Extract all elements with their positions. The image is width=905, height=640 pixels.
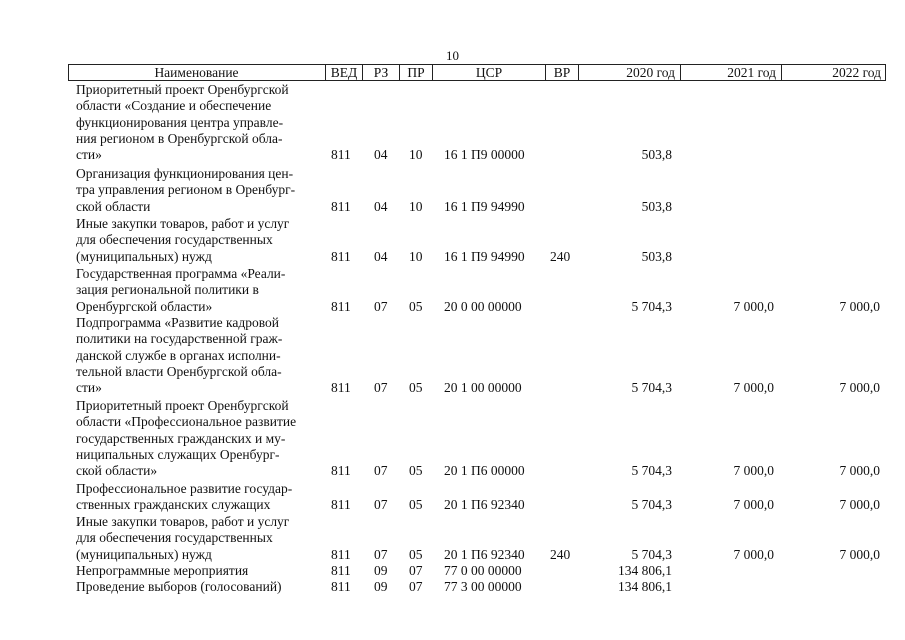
row-value-2020: 503,8 <box>641 248 672 264</box>
row-value-2020: 5 704,3 <box>631 463 672 479</box>
row-name-line: сти» <box>76 380 102 396</box>
table-row <box>0 579 905 595</box>
row-name <box>76 563 331 579</box>
table-row <box>0 315 905 397</box>
row-csr: 20 1 П6 92340 <box>444 546 525 562</box>
row-name <box>76 315 331 396</box>
row-name-line: области «Профессиональное развитие <box>76 414 297 430</box>
row-name-line: политики на государственной граж- <box>76 331 283 347</box>
row-name-line: Непрограммные мероприятия <box>76 563 249 578</box>
row-rz: 04 <box>374 248 388 264</box>
row-value-2020: 5 704,3 <box>631 298 672 314</box>
row-name-line: Государственная программа «Реали- <box>76 266 286 281</box>
row-value-2020: 5 704,3 <box>631 497 672 513</box>
row-value-2022: 7 000,0 <box>839 463 880 479</box>
row-name-line: ния регионом в Оренбургской обла- <box>76 130 283 146</box>
row-name-line: тельной власти Оренбургской обла- <box>76 363 282 379</box>
row-ved: 811 <box>331 497 351 513</box>
row-name <box>76 216 331 265</box>
row-pr: 05 <box>409 380 423 396</box>
row-name-line: Подпрограмма «Развитие кадровой <box>76 315 279 330</box>
row-csr: 20 1 П6 00000 <box>444 463 525 479</box>
header-ved: ВЕД <box>325 65 362 80</box>
row-pr: 07 <box>409 563 423 578</box>
row-name <box>76 481 331 514</box>
row-vr: 240 <box>550 546 571 562</box>
row-ved: 811 <box>331 380 351 396</box>
row-name-line: Проведение выборов (голосований) <box>76 579 282 594</box>
row-value-2020: 503,8 <box>641 198 672 214</box>
row-rz: 07 <box>374 463 388 479</box>
row-name-line: (муниципальных) нужд <box>76 546 212 562</box>
row-value-2021: 7 000,0 <box>733 497 774 513</box>
row-pr: 05 <box>409 497 423 513</box>
row-csr: 16 1 П9 00000 <box>444 147 525 163</box>
table-row <box>0 266 905 315</box>
row-name-line: ниципальных служащих Оренбург- <box>76 446 280 462</box>
row-rz: 07 <box>374 298 388 314</box>
row-name <box>76 166 331 215</box>
row-name-line: сти» <box>76 147 102 163</box>
table-row <box>0 514 905 563</box>
row-pr: 05 <box>409 298 423 314</box>
row-csr: 20 1 П6 92340 <box>444 497 525 513</box>
row-pr: 05 <box>409 546 423 562</box>
row-name-line: функционирования центра управле- <box>76 114 284 130</box>
row-csr: 16 1 П9 94990 <box>444 248 525 264</box>
row-ved: 811 <box>331 463 351 479</box>
row-rz: 07 <box>374 546 388 562</box>
row-csr: 77 0 00 00000 <box>444 563 522 578</box>
row-value-2020: 5 704,3 <box>631 380 672 396</box>
row-value-2021: 7 000,0 <box>733 380 774 396</box>
row-name <box>76 82 331 163</box>
header-csr: ЦСР <box>432 65 545 80</box>
row-rz: 04 <box>374 147 388 163</box>
row-value-2022: 7 000,0 <box>839 298 880 314</box>
row-pr: 10 <box>409 198 423 214</box>
table-header <box>68 64 886 81</box>
header-name: Наименование <box>154 65 239 80</box>
row-vr: 240 <box>550 248 571 264</box>
row-value-2022: 7 000,0 <box>839 380 880 396</box>
row-value-2021: 7 000,0 <box>733 298 774 314</box>
row-ved: 811 <box>331 546 351 562</box>
row-pr: 10 <box>409 248 423 264</box>
table-row <box>0 481 905 514</box>
row-name-line: для обеспечения государственных <box>76 232 273 248</box>
row-csr: 20 1 00 00000 <box>444 380 522 396</box>
row-name-line: Профессиональное развитие государ- <box>76 481 293 496</box>
row-csr: 77 3 00 00000 <box>444 579 522 594</box>
row-value-2020: 503,8 <box>641 147 672 163</box>
row-pr: 10 <box>409 147 423 163</box>
row-value-2021: 7 000,0 <box>733 463 774 479</box>
row-pr: 05 <box>409 463 423 479</box>
row-name <box>76 266 331 315</box>
row-name-line: (муниципальных) нужд <box>76 248 212 264</box>
row-name-line: Приоритетный проект Оренбургской <box>76 82 289 97</box>
row-name-line: тра управления регионом в Оренбург- <box>76 182 296 198</box>
table-row <box>0 398 905 480</box>
row-name-line: Иные закупки товаров, работ и услуг <box>76 216 290 231</box>
row-csr: 20 0 00 00000 <box>444 298 522 314</box>
row-name-line: Иные закупки товаров, работ и услуг <box>76 514 290 529</box>
row-name <box>76 514 331 563</box>
table-row <box>0 82 905 164</box>
row-name-line: государственных гражданских и му- <box>76 430 286 446</box>
row-name <box>76 398 331 479</box>
row-rz: 09 <box>374 563 388 578</box>
row-ved: 811 <box>331 248 351 264</box>
header-2021: 2021 год <box>680 65 780 80</box>
table-row <box>0 216 905 265</box>
row-name-line: Организация функционирования цен- <box>76 166 294 181</box>
row-name <box>76 579 331 595</box>
header-2020: 2020 год <box>578 65 679 80</box>
page-number: 10 <box>446 48 459 63</box>
row-rz: 04 <box>374 198 388 214</box>
row-value-2022: 7 000,0 <box>839 546 880 562</box>
row-value-2021: 7 000,0 <box>733 546 774 562</box>
row-csr: 16 1 П9 94990 <box>444 198 525 214</box>
row-name-line: для обеспечения государственных <box>76 530 273 546</box>
row-ved: 811 <box>331 563 351 578</box>
row-name-line: данской службе в органах исполни- <box>76 347 281 363</box>
row-name-line: Приоритетный проект Оренбургской <box>76 398 289 413</box>
row-ved: 811 <box>331 298 351 314</box>
row-rz: 07 <box>374 380 388 396</box>
row-ved: 811 <box>331 147 351 163</box>
row-name-line: ской области <box>76 198 151 214</box>
row-value-2020: 134 806,1 <box>618 563 672 578</box>
row-ved: 811 <box>331 198 351 214</box>
row-name-line: зация региональной политики в <box>76 282 259 298</box>
header-pr: ПР <box>399 65 432 80</box>
row-ved: 811 <box>331 579 351 594</box>
row-name-line: Оренбургской области» <box>76 298 213 314</box>
header-2022: 2022 год <box>781 65 885 80</box>
header-vr: ВР <box>545 65 578 80</box>
row-rz: 07 <box>374 497 388 513</box>
table-row <box>0 166 905 215</box>
row-value-2020: 5 704,3 <box>631 546 672 562</box>
row-rz: 09 <box>374 579 388 594</box>
row-value-2020: 134 806,1 <box>618 579 672 594</box>
row-value-2022: 7 000,0 <box>839 497 880 513</box>
row-name-line: ской области» <box>76 463 158 479</box>
table-row <box>0 563 905 579</box>
header-rz: РЗ <box>362 65 399 80</box>
row-pr: 07 <box>409 579 423 594</box>
row-name-line: ственных гражданских служащих <box>76 497 271 513</box>
row-name-line: области «Создание и обеспечение <box>76 98 272 114</box>
